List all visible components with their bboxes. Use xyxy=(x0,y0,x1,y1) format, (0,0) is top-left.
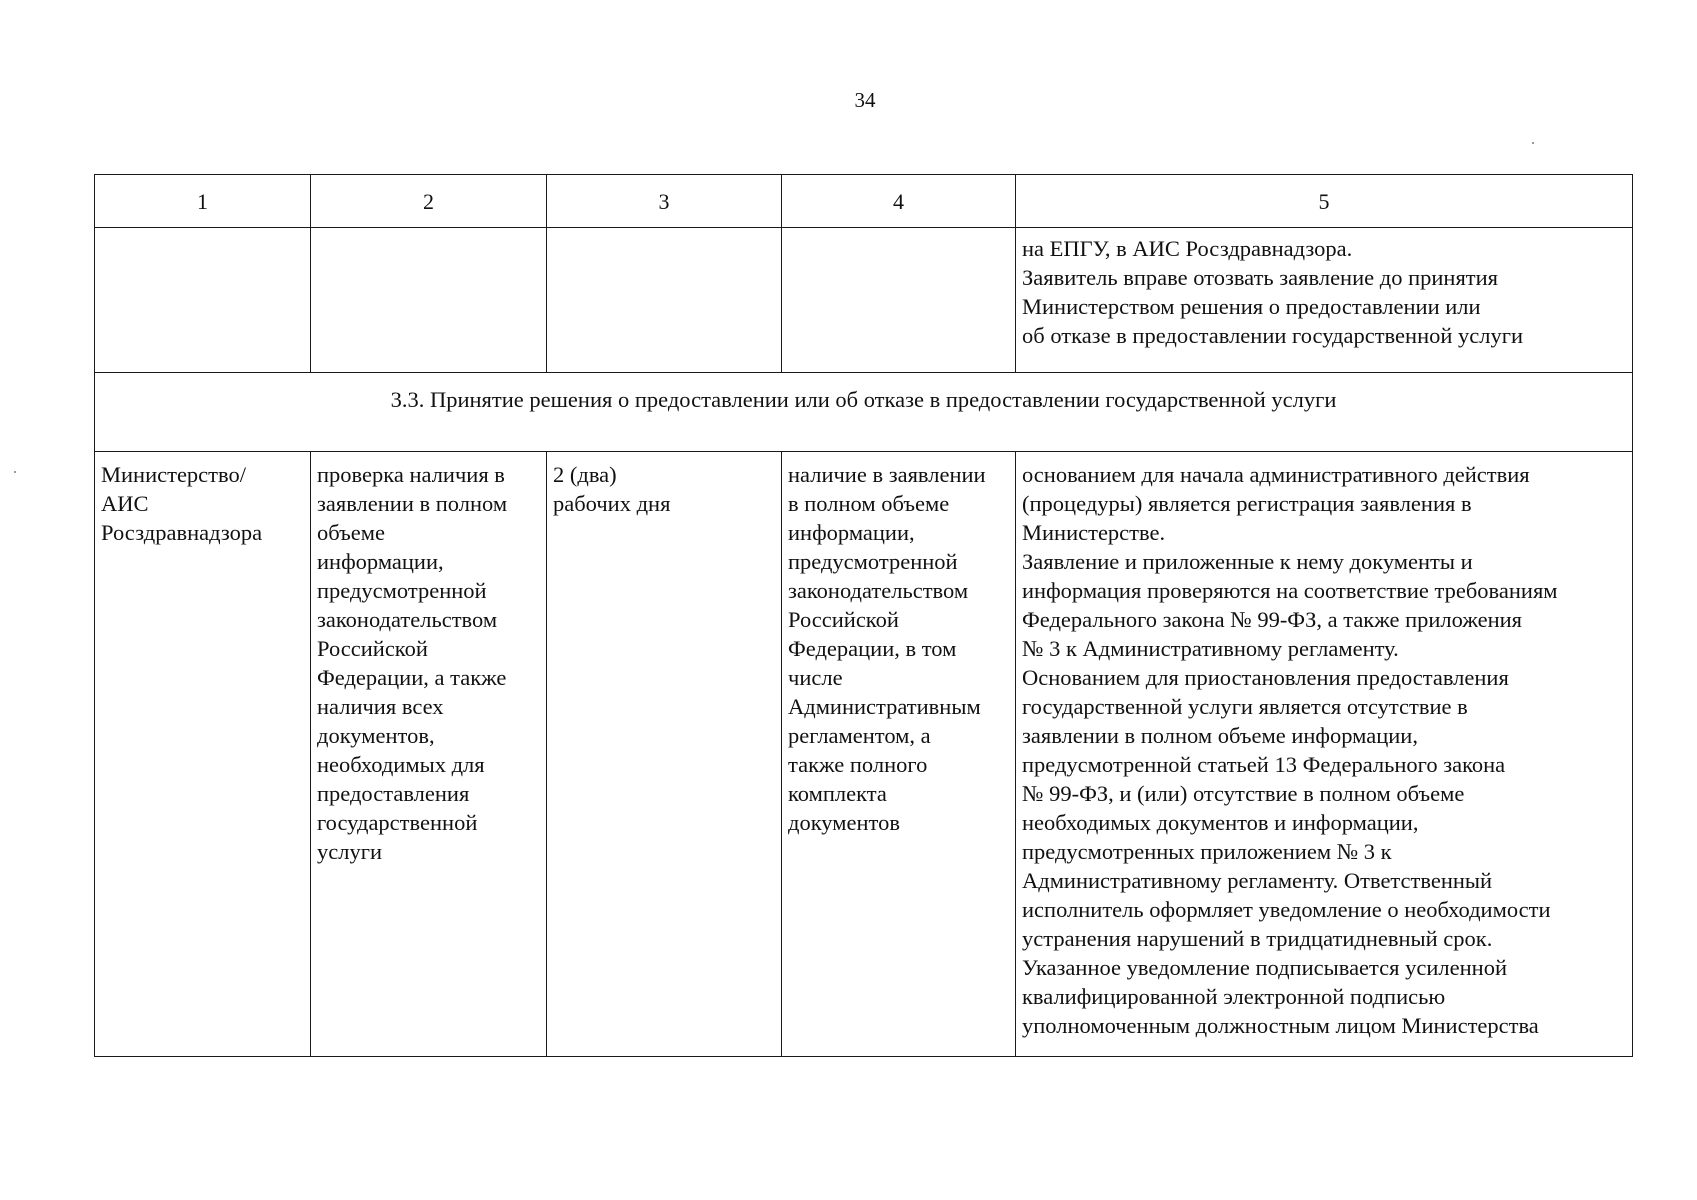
criteria-text: наличие в заявлении в полном объеме информации, предусмотренной законодательством Российской Федерации, в том числе Административным регламентом, а также полного комплекта документов xyxy=(788,462,986,835)
column-header-5: 5 xyxy=(1016,175,1633,228)
column-number-row xyxy=(95,175,1633,228)
column-header-4: 4 xyxy=(782,175,1016,228)
continuation-cell-4 xyxy=(782,228,1016,373)
responsible-text: Министерство/ АИС Росздравнадзора xyxy=(101,462,263,545)
continuation-cell-2 xyxy=(311,228,547,373)
scan-speck xyxy=(14,471,16,473)
column-header-1: 1 xyxy=(95,175,311,228)
deadline-text: 2 (два) рабочих дня xyxy=(553,462,671,516)
deadline-cell xyxy=(547,452,782,1057)
continuation-text: на ЕПГУ, в АИС Росздравнадзора. Заявитель вправе отозвать заявление до принятия Министерством решения о предоставлении или об отказе в предоставлении государственной услуги xyxy=(1022,236,1524,348)
section-heading: 3.3. Принятие решения о предоставлении или об отказе в предоставлении государственной услуги xyxy=(95,373,1633,452)
action-text: проверка наличия в заявлении в полном объеме информации, предусмотренной законодательством Российской Федерации, а также наличия всех документов, необходимых для предоставления государственной услуги xyxy=(317,462,508,864)
description-text: основанием для начала административного действия (процедуры) является регистрация заявления в Министерстве. Заявление и приложенные к нему документы и информация проверяются на соответствие требованиям Федерального закона № 99-ФЗ, а также приложения № 3 к Административному регламенту. Основанием для приостановления предоставления государственной услуги является отсутствие в заявлении в полном объеме информации, предусмотренной статьей 13 Федерального закона № 99-ФЗ, и (или) отсутствие в полном объеме необходимых документов и информации, предусмотренных приложением № 3 к Административному регламенту. Ответственный исполнитель оформляет уведомление о необходимости устранения нарушений в тридцатидневный срок. Указанное уведомление подписывается усиленной квалифицированной электронной подписью уполномоченным должностным лицом Министерства xyxy=(1022,462,1558,1038)
continuation-cell-5 xyxy=(1016,228,1633,373)
procedure-row xyxy=(95,452,1633,1057)
procedure-table xyxy=(94,174,1633,1057)
description-cell xyxy=(1016,452,1633,1057)
continuation-row xyxy=(95,228,1633,373)
responsible-cell xyxy=(95,452,311,1057)
page-number: 34 xyxy=(854,88,876,112)
column-header-2: 2 xyxy=(311,175,547,228)
continuation-cell-3 xyxy=(547,228,782,373)
section-heading-row xyxy=(95,373,1633,452)
criteria-cell xyxy=(782,452,1016,1057)
scan-speck xyxy=(1532,142,1534,144)
column-header-3: 3 xyxy=(547,175,782,228)
action-cell xyxy=(311,452,547,1057)
continuation-cell-1 xyxy=(95,228,311,373)
